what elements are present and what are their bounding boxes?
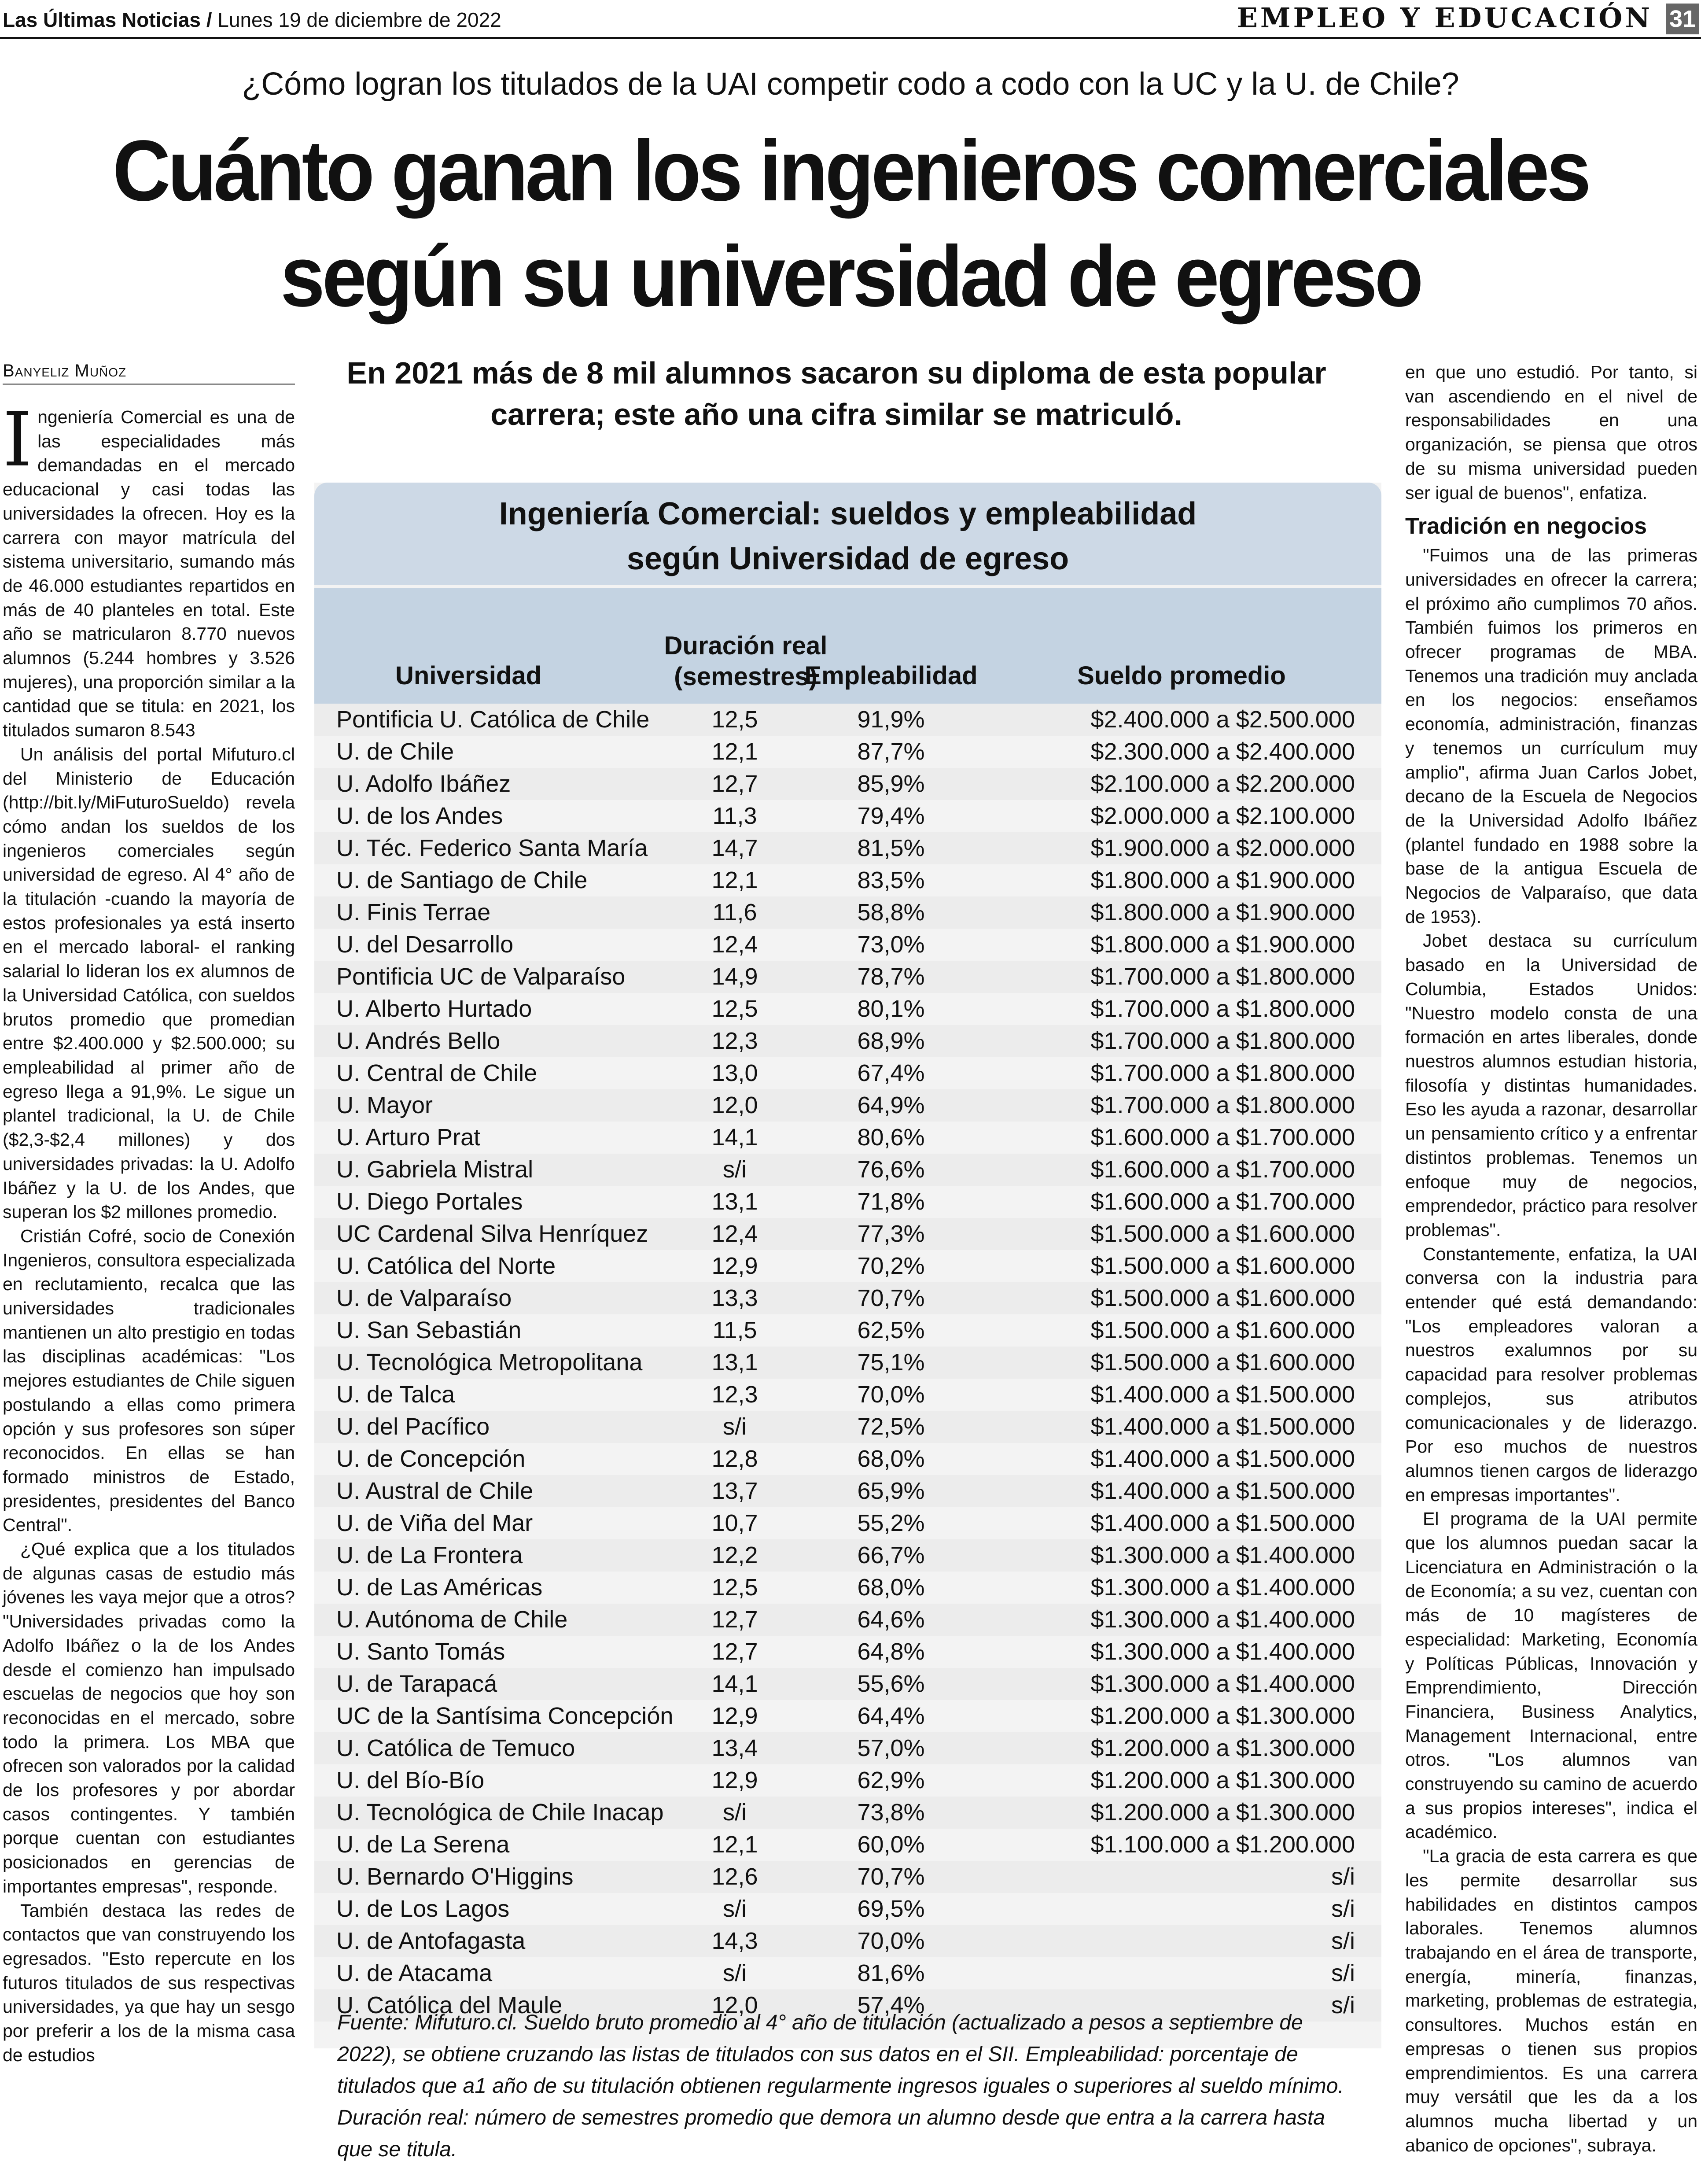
table-row — [314, 1347, 1381, 1379]
cell-universidad: U. Católica de Temuco — [336, 1735, 575, 1761]
cell-universidad: U. de Antofagasta — [336, 1928, 526, 1954]
cell-empleabilidad: 70,2% — [857, 1253, 925, 1279]
cell-empleabilidad: 81,6% — [857, 1960, 925, 1986]
table-row — [314, 1411, 1381, 1443]
cell-empleabilidad: 58,8% — [857, 899, 925, 926]
cell-universidad: U. de Valparaíso — [336, 1285, 512, 1311]
newspaper-name: Las Últimas Noticias — [3, 8, 201, 31]
subheading: Tradición en negocios — [1405, 513, 1647, 539]
cell-duracion: 12,1 — [711, 738, 758, 765]
table-row — [314, 1122, 1381, 1154]
table-row — [314, 1668, 1381, 1700]
cell-sueldo: s/i — [1331, 1896, 1355, 1922]
cell-duracion: 14,7 — [711, 835, 758, 861]
cell-duracion: 12,3 — [711, 1381, 758, 1408]
table-row — [314, 1379, 1381, 1411]
table-row — [314, 1089, 1381, 1122]
cell-duracion: 12,7 — [711, 771, 758, 797]
cell-universidad: U. de La Serena — [336, 1831, 510, 1858]
left-paragraph: Cristián Cofré, socio de Conexión Ingenieros, consultora especializada en reclutamiento, recalca que las universidades tradicionales mantienen un alto prestigio en todas las disciplinas académicas: "Los mejores estudiantes de Chile siguen postulando a ellas como primera opción y sus profesores son súper reconocidos. En ellas se han formado ministros de Estado, presidentes, presidentes del Banco Central". — [3, 1225, 295, 1535]
cell-sueldo: $1.200.000 a $1.300.000 — [1090, 1735, 1355, 1761]
table-row — [314, 768, 1381, 800]
salary-table — [314, 483, 1381, 2048]
cell-sueldo: $1.300.000 a $1.400.000 — [1090, 1606, 1355, 1633]
cell-universidad: U. de Los Lagos — [336, 1896, 510, 1922]
cell-universidad: U. Bernardo O'Higgins — [336, 1863, 574, 1890]
cell-sueldo: $1.700.000 a $1.800.000 — [1090, 1028, 1355, 1054]
cell-empleabilidad: 70,0% — [857, 1928, 925, 1954]
cell-duracion: 12,1 — [711, 1831, 758, 1858]
drop-cap: I — [3, 396, 33, 483]
cell-empleabilidad: 70,7% — [857, 1285, 925, 1311]
cell-universidad: U. de Las Américas — [336, 1574, 543, 1601]
cell-universidad: U. Andrés Bello — [336, 1028, 501, 1054]
cell-sueldo: $1.700.000 a $1.800.000 — [1090, 996, 1355, 1022]
table-header — [314, 588, 1381, 704]
table-row — [314, 1539, 1381, 1572]
cell-universidad: U. Católica del Maule — [336, 1992, 563, 2018]
table-row — [314, 736, 1381, 768]
cell-sueldo: $2.100.000 a $2.200.000 — [1090, 771, 1355, 797]
cell-empleabilidad: 69,5% — [857, 1896, 925, 1922]
cell-universidad: U. Finis Terrae — [336, 899, 491, 926]
cell-duracion: 12,5 — [711, 996, 758, 1022]
cell-universidad: U. de La Frontera — [336, 1542, 523, 1568]
table-row — [314, 993, 1381, 1025]
table-row — [314, 961, 1381, 993]
table-row — [314, 1186, 1381, 1218]
cell-duracion: 13,1 — [711, 1349, 758, 1376]
cell-empleabilidad: 64,8% — [857, 1638, 925, 1665]
right-paragraph: El programa de la UAI permite que los alumnos puedan sacar la Licenciatura en Administración o la de Economía; a su vez, cuentan con más de 10 magísteres de especialidad: Marketing, Economía y Políticas Públicas, Innovación y Emprendimiento, Dirección Financiera, Business Analytics, Management Internacional, entre otros. "Los alumnos van construyendo su camino de acuerdo a sus propios intereses", indica el académico. — [1405, 1509, 1697, 1842]
cell-duracion: 13,0 — [711, 1060, 758, 1086]
cell-sueldo: $1.200.000 a $1.300.000 — [1090, 1767, 1355, 1793]
cell-sueldo: $1.900.000 a $2.000.000 — [1090, 835, 1355, 861]
cell-universidad: U. Arturo Prat — [336, 1124, 481, 1151]
cell-sueldo: $1.500.000 a $1.600.000 — [1090, 1349, 1355, 1376]
cell-empleabilidad: 73,8% — [857, 1799, 925, 1826]
cell-empleabilidad: 80,1% — [857, 996, 925, 1022]
cell-empleabilidad: 66,7% — [857, 1542, 925, 1568]
cell-sueldo: $1.300.000 a $1.400.000 — [1090, 1542, 1355, 1568]
left-paragraph: Ingeniería Comercial es una de las especialidades más demandadas en el mercado educacional y casi todas las universidades la ofrecen. Hoy es la carrera con mayor matrícula del sistema universitario, sumando más de 46.000 estudiantes repartidos en más de 40 planteles en total. Este año se matricularon 8.770 nuevos alumnos (5.244 hombres y 3.526 mujeres), una proporción similar a la cantidad que se titula: en 2021, los titulados sumaron 8.543 — [3, 396, 295, 741]
table-row — [314, 1572, 1381, 1604]
cell-universidad: U. Santo Tomás — [336, 1638, 505, 1665]
cell-universidad: U. de Viña del Mar — [336, 1510, 533, 1536]
cell-universidad: U. de Concepción — [336, 1446, 526, 1472]
cell-universidad: U. Gabriela Mistral — [336, 1156, 534, 1183]
cell-universidad: U. Central de Chile — [336, 1060, 538, 1086]
cell-duracion: 12,6 — [711, 1863, 758, 1890]
table-row — [314, 1443, 1381, 1475]
cell-empleabilidad: 91,9% — [857, 706, 925, 733]
masthead-left — [3, 8, 501, 32]
cell-sueldo: s/i — [1331, 1960, 1355, 1986]
table-row — [314, 1700, 1381, 1732]
cell-empleabilidad: 75,1% — [857, 1349, 925, 1376]
cell-duracion: 12,5 — [711, 706, 758, 733]
table-title-band — [314, 483, 1381, 585]
cell-duracion: 13,4 — [711, 1735, 758, 1761]
issue-date: Lunes 19 de diciembre de 2022 — [217, 8, 501, 31]
cell-duracion: 10,7 — [711, 1510, 758, 1536]
cell-duracion: 12,7 — [711, 1606, 758, 1633]
table-row — [314, 1764, 1381, 1797]
table-row — [314, 1314, 1381, 1347]
cell-duracion: 12,8 — [711, 1446, 758, 1472]
cell-duracion: s/i — [723, 1799, 747, 1826]
cell-duracion: 12,9 — [711, 1703, 758, 1729]
masthead — [0, 0, 1701, 39]
table-row — [314, 1636, 1381, 1668]
table-row — [314, 1282, 1381, 1314]
cell-universidad: UC de la Santísima Concepción — [336, 1703, 674, 1729]
masthead-rule — [0, 37, 1701, 39]
cell-duracion: 11,5 — [712, 1317, 757, 1343]
cell-empleabilidad: 57,4% — [857, 1992, 925, 2018]
cell-duracion: 12,3 — [711, 1028, 758, 1054]
cell-universidad: UC Cardenal Silva Henríquez — [336, 1221, 648, 1247]
cell-universidad: U. del Bío-Bío — [336, 1767, 485, 1793]
cell-duracion: 14,9 — [711, 963, 758, 990]
table-row — [314, 1797, 1381, 1829]
cell-universidad: U. Mayor — [336, 1092, 433, 1118]
cell-empleabilidad: 57,0% — [857, 1735, 925, 1761]
cell-empleabilidad: 68,0% — [857, 1574, 925, 1601]
cell-empleabilidad: 80,6% — [857, 1124, 925, 1151]
table-row — [314, 864, 1381, 896]
cell-sueldo: $1.500.000 a $1.600.000 — [1090, 1221, 1355, 1247]
page-number: 31 — [1666, 4, 1699, 34]
cell-universidad: U. de Chile — [336, 738, 454, 765]
cell-universidad: U. Católica del Norte — [336, 1253, 556, 1279]
cell-duracion: 12,5 — [711, 1574, 758, 1601]
header-empleabilidad: Empleabilidad — [804, 661, 978, 690]
cell-sueldo: $1.500.000 a $1.600.000 — [1090, 1253, 1355, 1279]
cell-universidad: U. del Desarrollo — [336, 931, 514, 958]
cell-sueldo: $1.400.000 a $1.500.000 — [1090, 1446, 1355, 1472]
cell-sueldo: $1.700.000 a $1.800.000 — [1090, 1092, 1355, 1118]
cell-empleabilidad: 87,7% — [857, 738, 925, 765]
cell-duracion: 12,1 — [711, 867, 758, 893]
cell-empleabilidad: 62,5% — [857, 1317, 925, 1343]
cell-duracion: 12,4 — [711, 1221, 758, 1247]
kicker: ¿Cómo logran los titulados de la UAI competir codo a codo con la UC y la U. de Chile? — [242, 66, 1459, 102]
cell-sueldo: s/i — [1331, 1863, 1355, 1890]
cell-universidad: U. de Tarapacá — [336, 1671, 497, 1697]
cell-sueldo: $1.300.000 a $1.400.000 — [1090, 1671, 1355, 1697]
cell-universidad: U. Tecnológica de Chile Inacap — [336, 1799, 664, 1826]
cell-sueldo: $1.700.000 a $1.800.000 — [1090, 1060, 1355, 1086]
table-row — [314, 1604, 1381, 1636]
right-paragraph: "La gracia de esta carrera es que les permite desarrollar sus habilidades en distintos campos laborales. Tenemos alumnos trabajando en el área de transporte, energía, minería, finanzas, marketing, problemas de estrategia, consultores. Muchos están en empresas o tienen sus propios emprendimientos. Es una carrera muy versátil que les da a los alumnos mucha libertad y un abanico de opciones", subraya. — [1405, 1846, 1697, 2155]
table-row — [314, 896, 1381, 929]
cell-sueldo: $1.400.000 a $1.500.000 — [1090, 1510, 1355, 1536]
left-paragraph: También destaca las redes de contactos que van construyendo los egresados. "Esto repercute en los futuros titulados de sus respectivas universidades, ya que hay un sesgo por preferir a los de la misma casa de estudios — [3, 1900, 295, 2065]
cell-empleabilidad: 55,2% — [857, 1510, 925, 1536]
cell-empleabilidad: 55,6% — [857, 1671, 925, 1697]
section-name: EMPLEO Y EDUCACIÓN — [1237, 2, 1653, 34]
headline — [59, 118, 1642, 329]
cell-duracion: s/i — [723, 1413, 747, 1440]
cell-empleabilidad: 72,5% — [857, 1413, 925, 1440]
cell-empleabilidad: 76,6% — [857, 1156, 925, 1183]
cell-duracion: s/i — [723, 1156, 747, 1183]
cell-sueldo: $1.600.000 a $1.700.000 — [1090, 1188, 1355, 1215]
cell-sueldo: $1.600.000 a $1.700.000 — [1090, 1124, 1355, 1151]
cell-empleabilidad: 81,5% — [857, 835, 925, 861]
cell-duracion: 12,0 — [711, 1092, 758, 1118]
cell-empleabilidad: 64,4% — [857, 1703, 925, 1729]
table-title — [314, 491, 1381, 581]
cell-sueldo: s/i — [1331, 1928, 1355, 1954]
table-row — [314, 1025, 1381, 1057]
cell-sueldo: $2.400.000 a $2.500.000 — [1090, 706, 1355, 733]
cell-sueldo: $1.600.000 a $1.700.000 — [1090, 1156, 1355, 1183]
right-column — [1405, 360, 1697, 2157]
cell-empleabilidad: 60,0% — [857, 1831, 925, 1858]
cell-sueldo: $1.300.000 a $1.400.000 — [1090, 1574, 1355, 1601]
cell-duracion: 12,9 — [711, 1253, 758, 1279]
table-row — [314, 1218, 1381, 1250]
table-title-line-2: según Universidad de egreso — [626, 541, 1069, 576]
cell-universidad: U. del Pacífico — [336, 1413, 490, 1440]
cell-duracion: s/i — [723, 1896, 747, 1922]
cell-empleabilidad: 73,0% — [857, 931, 925, 958]
cell-duracion: 12,7 — [711, 1638, 758, 1665]
cell-empleabilidad: 77,3% — [857, 1221, 925, 1247]
cell-universidad: U. de Talca — [336, 1381, 455, 1408]
header-duracion-line-2: (semestres) — [674, 662, 817, 691]
cell-sueldo: s/i — [1331, 1992, 1355, 2018]
cell-empleabilidad: 85,9% — [857, 771, 925, 797]
cell-sueldo: $1.800.000 a $1.900.000 — [1090, 867, 1355, 893]
cell-empleabilidad: 79,4% — [857, 803, 925, 829]
cell-duracion: 14,1 — [711, 1124, 758, 1151]
cell-universidad: U. Autónoma de Chile — [336, 1606, 568, 1633]
cell-empleabilidad: 64,9% — [857, 1092, 925, 1118]
cell-empleabilidad: 68,0% — [857, 1446, 925, 1472]
right-paragraph: Constantemente, enfatiza, la UAI conversa con la industria para entender qué está demandando: "Los empleadores valoran a nuestros exalumnos por su capacidad para resolver problemas complejos, sus atributos comunicacionales y de liderazgo. Por eso muchos de nuestros alumnos tienen cargos de liderazgo en empresas importantes". — [1405, 1243, 1697, 1505]
cell-sueldo: $2.000.000 a $2.100.000 — [1090, 803, 1355, 829]
cell-sueldo: $1.800.000 a $1.900.000 — [1090, 931, 1355, 958]
cell-empleabilidad: 67,4% — [857, 1060, 925, 1086]
subhead: En 2021 más de 8 mil alumnos sacaron su diploma de esta popular carrera; este año una cifra similar se matriculó. — [346, 356, 1326, 432]
cell-sueldo: $1.500.000 a $1.600.000 — [1090, 1317, 1355, 1343]
table-row — [314, 1507, 1381, 1539]
table-row — [314, 1957, 1381, 1989]
cell-duracion: 11,6 — [712, 899, 757, 926]
cell-empleabilidad: 68,9% — [857, 1028, 925, 1054]
right-paragraph: Jobet destaca su currículum basado en la Universidad de Columbia, Estados Unidos: "Nuestro modelo consta de una formación en artes liberales, donde nuestros alumnos estudian historia, filosofía y distintas humanidades. Eso les ayuda a razonar, desarrollar un pensamiento crítico y a enfrentar distintos problemas. Tenemos un enfoque muy de negocios, emprendedor, práctico para resolver problemas". — [1405, 930, 1697, 1240]
left-paragraph: Un análisis del portal Mifuturo.cl del Ministerio de Educación (http://bit.ly/MiFuturoSueldo) revela cómo andan los sueldos de los ingenieros comerciales según universidad de egreso. Al 4° año de la titulación -cuando la mayoría de estos profesionales ya está inserto en el mercado laboral- el ranking salarial lo lideran los ex alumnos de la Universidad Católica, con sueldos brutos promedio que promedian entre $2.400.000 y $2.500.000; su empleabilidad al primer año de egreso llega a 91,9%. Le sigue un plantel tradicional, la U. de Chile ($2,3-$2,4 millones) y dos universidades privadas: la U. Adolfo Ibáñez y la U. de los Andes, que superan los $2 millones promedio. — [3, 744, 295, 1222]
cell-universidad: Pontificia U. Católica de Chile — [336, 706, 650, 733]
cell-duracion: s/i — [723, 1960, 747, 1986]
table-row — [314, 929, 1381, 961]
right-paragraph: "Fuimos una de las primeras universidades en ofrecer la carrera; el próximo año cumplimos 70 años. También fuimos los primeros en ofrecer programas de MBA. Tenemos una tradición muy anclada en los negocios: enseñamos economía, administración, finanzas y tenemos un currículum muy amplio", afirma Juan Carlos Jobet, decano de la Escuela de Negocios de la Universidad Adolfo Ibáñez (plantel fundado en 1988 sobre la base de la antigua Escuela de Negocios de Valparaíso, que data de 1953). — [1405, 545, 1697, 927]
cell-duracion: 11,3 — [712, 803, 757, 829]
cell-sueldo: $1.300.000 a $1.400.000 — [1090, 1638, 1355, 1665]
table-row — [314, 704, 1381, 736]
cell-duracion: 12,0 — [711, 1992, 758, 2018]
cell-empleabilidad: 65,9% — [857, 1478, 925, 1504]
table-row — [314, 1829, 1381, 1861]
cell-empleabilidad: 70,7% — [857, 1863, 925, 1890]
cell-sueldo: $1.800.000 a $1.900.000 — [1090, 899, 1355, 926]
table-footnote: Fuente: Mifuturo.cl. Sueldo bruto promedio al 4° año de titulación (actualizado a pesos a septiembre de 2022), se obtiene cruzando las listas de titulados con sus datos en el SII. Empleabilidad: porcentaje de titulados que a1 año de su titulación obtienen regularmente ingresos iguales o superiores al sueldo mínimo. Duración real: número de semestres promedio que demora un alumno desde que entra a la carrera hasta que se titula. — [337, 2011, 1344, 2161]
header-duracion-line-1: Duración real — [664, 631, 828, 660]
byline: Banyeliz Muñoz — [3, 361, 295, 385]
cell-empleabilidad: 83,5% — [857, 867, 925, 893]
cell-universidad: U. Alberto Hurtado — [336, 996, 532, 1022]
cell-duracion: 12,4 — [711, 931, 758, 958]
cell-duracion: 13,7 — [711, 1478, 758, 1504]
cell-sueldo: $1.500.000 a $1.600.000 — [1090, 1285, 1355, 1311]
table-row — [314, 1893, 1381, 1925]
left-paragraph: ¿Qué explica que a los titulados de algunas casas de estudio más jóvenes les vaya mejor que a otros? "Universidades privadas como la Adolfo Ibáñez o la de los Andes desde el comienzo han impulsado escuelas de negocios que hoy son reconocidas en el mercado, sobre todo la primera. Los MBA que ofrecen son valorados por la calidad de los profesores y por abordar casos contingentes. Y también porque cuentan con estudiantes posicionados en gerencias de importantes empresas", responde. — [3, 1539, 295, 1896]
cell-empleabilidad: 70,0% — [857, 1381, 925, 1408]
table-row — [314, 1250, 1381, 1282]
table-row — [314, 1732, 1381, 1764]
cell-sueldo: $1.200.000 a $1.300.000 — [1090, 1703, 1355, 1729]
cell-duracion: 12,2 — [711, 1542, 758, 1568]
left-column — [3, 396, 295, 2067]
cell-sueldo: $1.400.000 a $1.500.000 — [1090, 1478, 1355, 1504]
cell-universidad: Pontificia UC de Valparaíso — [336, 963, 626, 990]
cell-sueldo: $2.300.000 a $2.400.000 — [1090, 738, 1355, 765]
cell-universidad: U. Adolfo Ibáñez — [336, 771, 511, 797]
table-row — [314, 1925, 1381, 1957]
table-row — [314, 1057, 1381, 1089]
table-row — [314, 832, 1381, 864]
cell-duracion: 13,3 — [711, 1285, 758, 1311]
cell-universidad: U. de Santiago de Chile — [336, 867, 588, 893]
header-universidad: Universidad — [395, 661, 541, 690]
cell-empleabilidad: 71,8% — [857, 1188, 925, 1215]
cell-sueldo: $1.400.000 a $1.500.000 — [1090, 1413, 1355, 1440]
cell-universidad: U. San Sebastián — [336, 1317, 522, 1343]
cell-universidad: U. de Atacama — [336, 1960, 493, 1986]
table-row — [314, 1154, 1381, 1186]
cell-sueldo: $1.400.000 a $1.500.000 — [1090, 1381, 1355, 1408]
headline-line-2: según su universidad de egreso — [280, 228, 1421, 325]
cell-universidad: U. Diego Portales — [336, 1188, 523, 1215]
cell-duracion: 14,1 — [711, 1671, 758, 1697]
cell-sueldo: $1.100.000 a $1.200.000 — [1090, 1831, 1355, 1858]
cell-universidad: U. Tecnológica Metropolitana — [336, 1349, 643, 1376]
cell-empleabilidad: 78,7% — [857, 963, 925, 990]
masthead-separator: / — [206, 8, 212, 31]
cell-universidad: U. Téc. Federico Santa María — [336, 835, 648, 861]
cell-sueldo: $1.200.000 a $1.300.000 — [1090, 1799, 1355, 1826]
table-row — [314, 1475, 1381, 1507]
table-row — [314, 800, 1381, 832]
right-paragraph: en que uno estudió. Por tanto, si van ascendiendo en el nivel de responsabilidades en una organización, se piensa que otros de su misma universidad pueden ser igual de buenos", enfatiza. — [1405, 362, 1697, 503]
cell-duracion: 13,1 — [711, 1188, 758, 1215]
headline-line-1: Cuánto ganan los ingenieros comerciales — [112, 122, 1589, 219]
header-sueldo: Sueldo promedio — [1077, 661, 1286, 690]
table-title-line-1: Ingeniería Comercial: sueldos y empleabilidad — [499, 496, 1197, 531]
cell-universidad: U. de los Andes — [336, 803, 503, 829]
cell-universidad: U. Austral de Chile — [336, 1478, 534, 1504]
table-row — [314, 1861, 1381, 1893]
cell-empleabilidad: 64,6% — [857, 1606, 925, 1633]
cell-empleabilidad: 62,9% — [857, 1767, 925, 1793]
cell-sueldo: $1.700.000 a $1.800.000 — [1090, 963, 1355, 990]
cell-duracion: 14,3 — [711, 1928, 758, 1954]
cell-duracion: 12,9 — [711, 1767, 758, 1793]
